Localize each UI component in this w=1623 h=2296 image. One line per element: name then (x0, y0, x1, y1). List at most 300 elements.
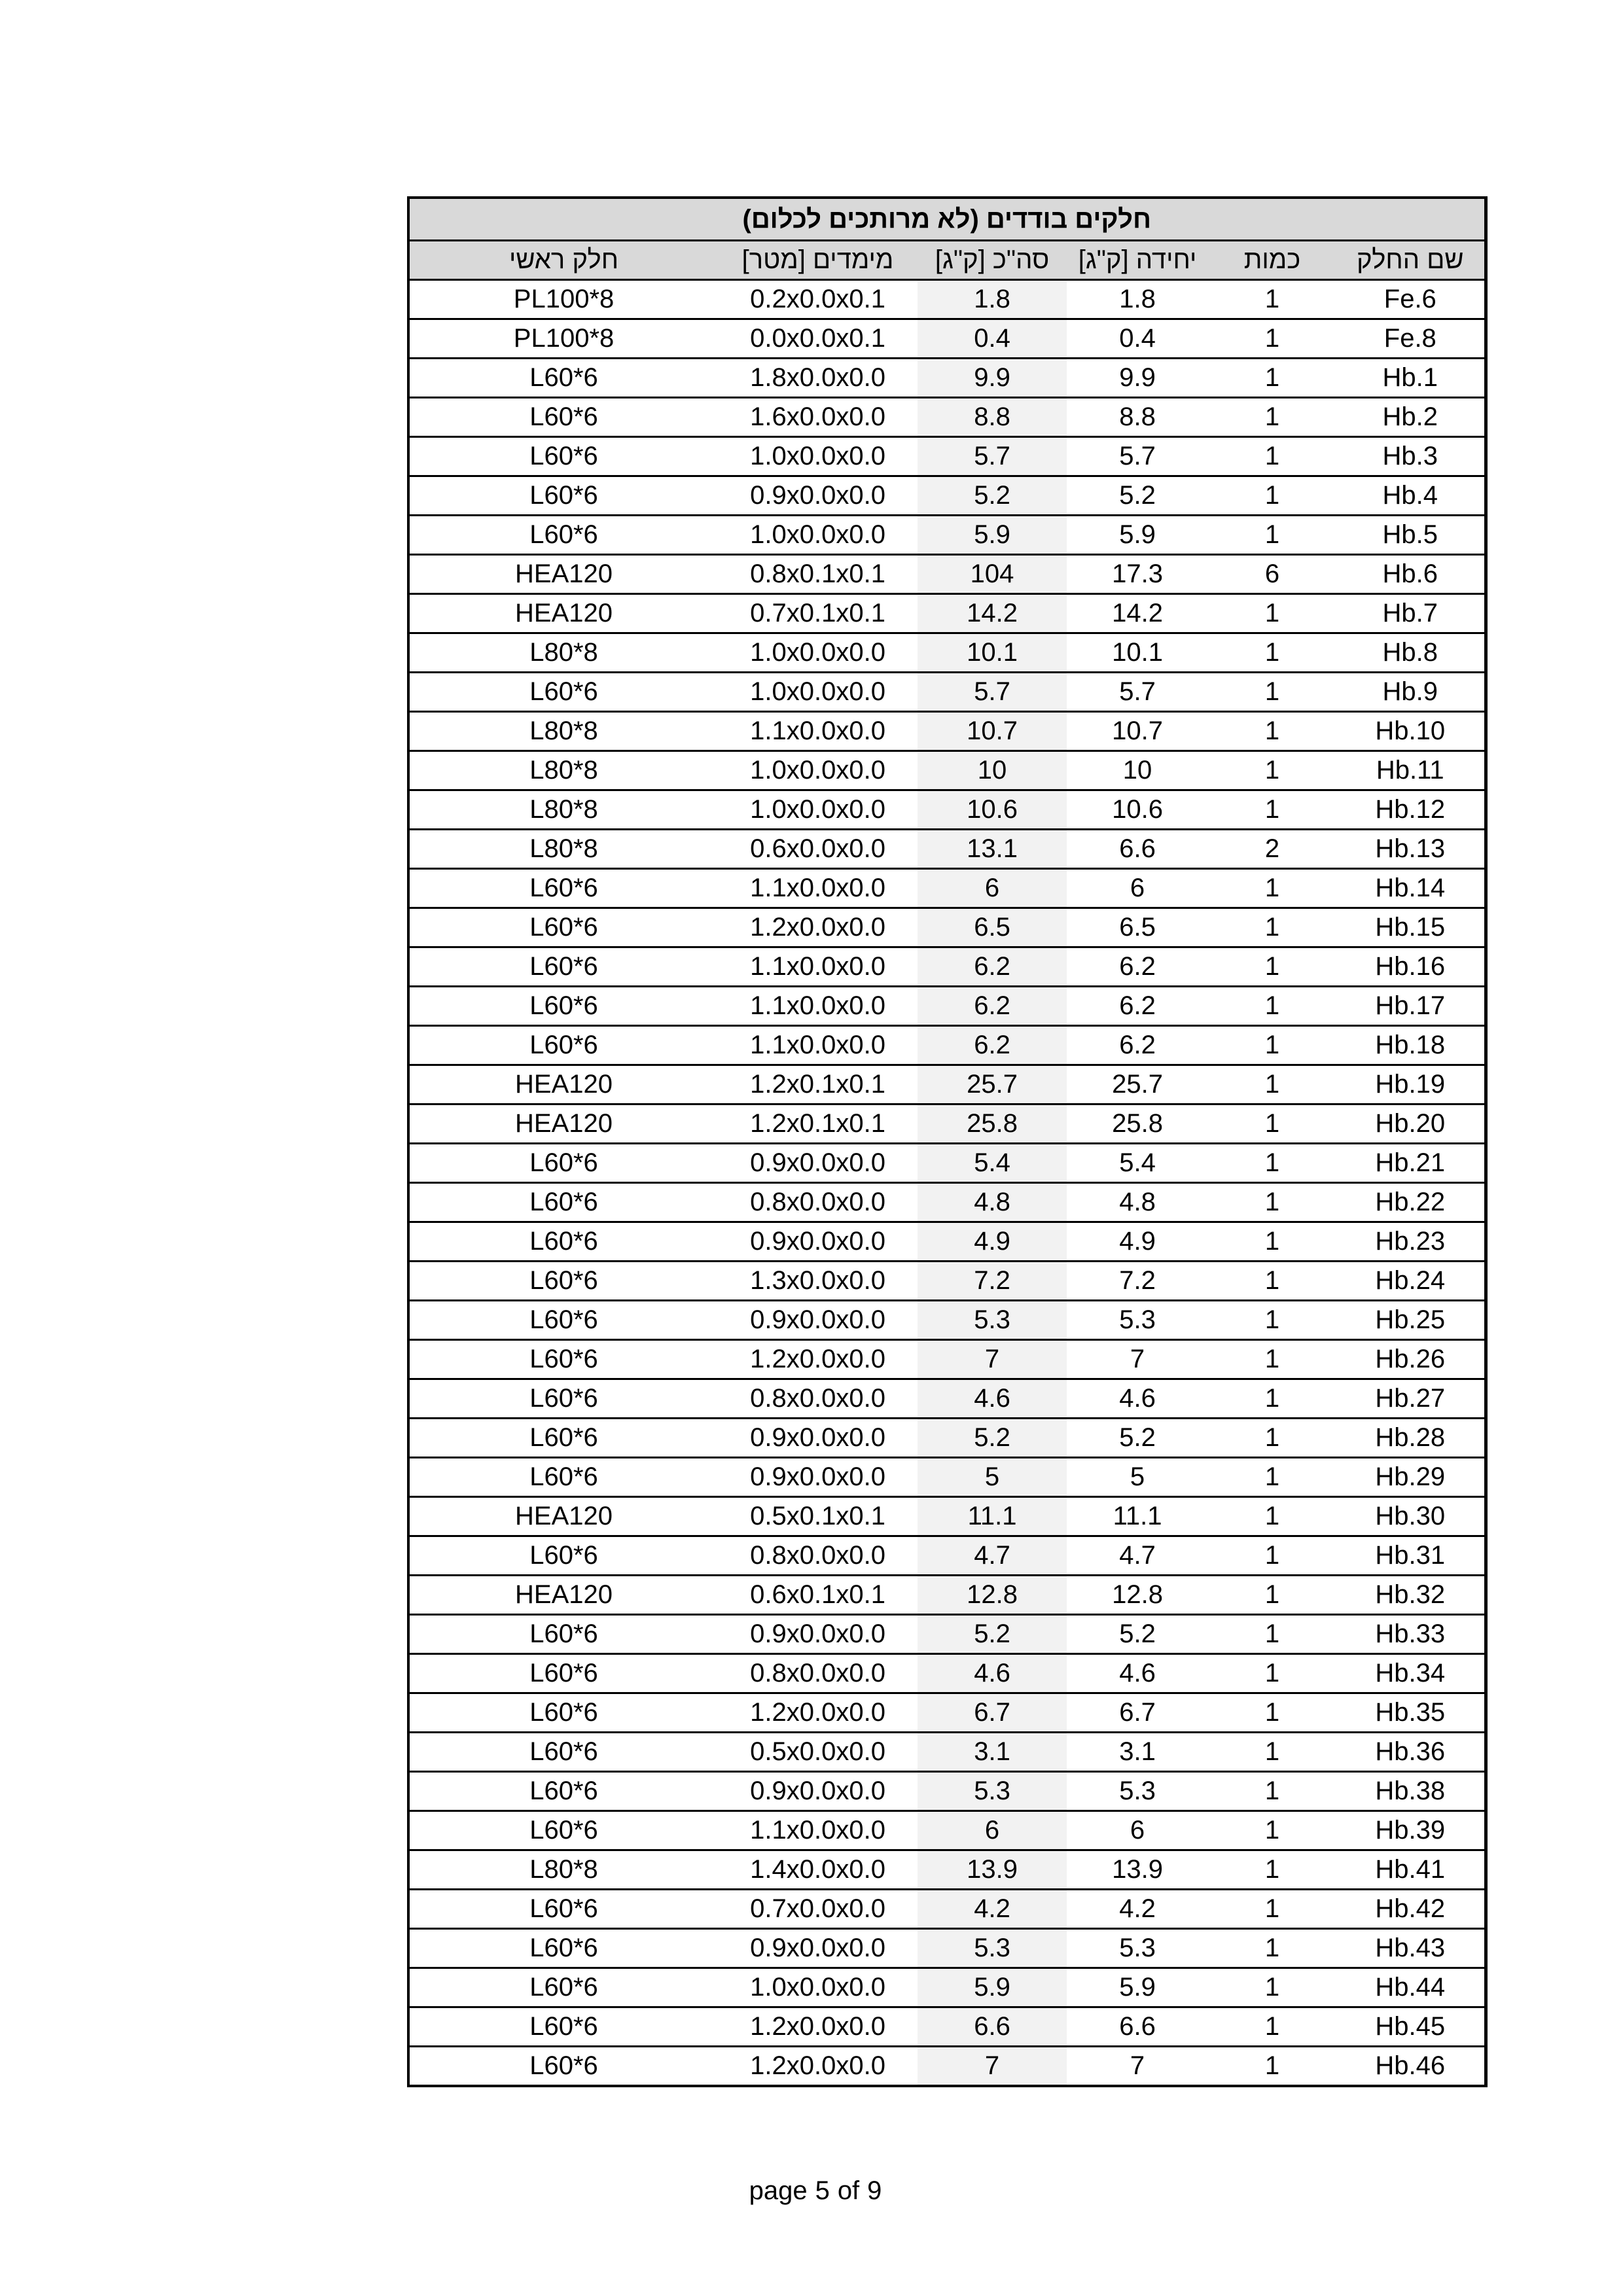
cell-part-name: Hb.38 (1336, 1772, 1486, 1811)
cell-total-weight: 25.8 (918, 1104, 1067, 1144)
total-pages: 9 (867, 2176, 882, 2205)
cell-total-weight: 0.4 (918, 319, 1067, 359)
cell-main-part: PL100*8 (408, 280, 718, 319)
cell-unit-weight: 5.7 (1067, 673, 1208, 712)
cell-dimensions: 0.9x0.0x0.0 (718, 1458, 918, 1497)
cell-part-name: Hb.26 (1336, 1340, 1486, 1379)
cell-dimensions: 1.2x0.0x0.0 (718, 908, 918, 947)
cell-part-name: Hb.1 (1336, 359, 1486, 398)
header-total-weight: סה"כ [ק"ג] (918, 241, 1067, 280)
cell-dimensions: 1.0x0.0x0.0 (718, 673, 918, 712)
cell-total-weight: 7 (918, 2047, 1067, 2087)
cell-dimensions: 1.0x0.0x0.0 (718, 790, 918, 830)
cell-unit-weight: 4.8 (1067, 1183, 1208, 1222)
cell-part-name: Hb.19 (1336, 1065, 1486, 1104)
cell-main-part: HEA120 (408, 1497, 718, 1536)
cell-main-part: L60*6 (408, 908, 718, 947)
cell-main-part: L60*6 (408, 1654, 718, 1693)
cell-quantity: 1 (1208, 594, 1336, 633)
cell-main-part: HEA120 (408, 555, 718, 594)
table-row (408, 1536, 1486, 1576)
cell-main-part: L60*6 (408, 1458, 718, 1497)
cell-quantity: 1 (1208, 1026, 1336, 1065)
cell-main-part: L60*6 (408, 1419, 718, 1458)
cell-dimensions: 1.0x0.0x0.0 (718, 751, 918, 790)
cell-quantity: 1 (1208, 1262, 1336, 1301)
cell-part-name: Hb.14 (1336, 869, 1486, 908)
table-row (408, 1654, 1486, 1693)
cell-quantity: 1 (1208, 673, 1336, 712)
table-row (408, 516, 1486, 555)
cell-part-name: Hb.16 (1336, 947, 1486, 987)
cell-unit-weight: 10 (1067, 751, 1208, 790)
cell-quantity: 1 (1208, 437, 1336, 476)
page-footer (0, 2176, 1623, 2206)
cell-quantity: 1 (1208, 1733, 1336, 1772)
cell-total-weight: 13.9 (918, 1850, 1067, 1890)
cell-main-part: L80*8 (408, 790, 718, 830)
cell-main-part: L60*6 (408, 987, 718, 1026)
cell-quantity: 1 (1208, 987, 1336, 1026)
cell-dimensions: 1.1x0.0x0.0 (718, 712, 918, 751)
cell-unit-weight: 7 (1067, 1340, 1208, 1379)
header-main-part: חלק ראשי (408, 241, 718, 280)
cell-unit-weight: 6.6 (1067, 830, 1208, 869)
cell-unit-weight: 14.2 (1067, 594, 1208, 633)
cell-total-weight: 11.1 (918, 1497, 1067, 1536)
cell-total-weight: 6.2 (918, 1026, 1067, 1065)
table-row (408, 398, 1486, 437)
cell-unit-weight: 6.2 (1067, 947, 1208, 987)
cell-part-name: Hb.23 (1336, 1222, 1486, 1262)
cell-unit-weight: 13.9 (1067, 1850, 1208, 1890)
header-part-name: שם החלק (1336, 241, 1486, 280)
cell-total-weight: 1.8 (918, 280, 1067, 319)
cell-unit-weight: 4.6 (1067, 1379, 1208, 1419)
cell-unit-weight: 10.1 (1067, 633, 1208, 673)
cell-quantity: 1 (1208, 476, 1336, 516)
table-row (408, 1890, 1486, 1929)
cell-quantity: 1 (1208, 1379, 1336, 1419)
cell-main-part: HEA120 (408, 1576, 718, 1615)
cell-main-part: L60*6 (408, 1144, 718, 1183)
cell-quantity: 1 (1208, 751, 1336, 790)
table-row (408, 1144, 1486, 1183)
cell-part-name: Hb.45 (1336, 2007, 1486, 2047)
cell-main-part: HEA120 (408, 1065, 718, 1104)
cell-dimensions: 1.4x0.0x0.0 (718, 1850, 918, 1890)
cell-total-weight: 12.8 (918, 1576, 1067, 1615)
table-row (408, 1065, 1486, 1104)
cell-total-weight: 4.7 (918, 1536, 1067, 1576)
cell-part-name: Hb.32 (1336, 1576, 1486, 1615)
cell-main-part: L60*6 (408, 1301, 718, 1340)
cell-main-part: PL100*8 (408, 319, 718, 359)
cell-part-name: Hb.43 (1336, 1929, 1486, 1968)
cell-dimensions: 1.2x0.0x0.0 (718, 1693, 918, 1733)
cell-dimensions: 1.1x0.0x0.0 (718, 947, 918, 987)
cell-part-name: Hb.36 (1336, 1733, 1486, 1772)
table-row (408, 1104, 1486, 1144)
parts-table (407, 196, 1488, 2087)
cell-quantity: 1 (1208, 516, 1336, 555)
cell-part-name: Hb.17 (1336, 987, 1486, 1026)
table-row (408, 594, 1486, 633)
cell-main-part: L60*6 (408, 1183, 718, 1222)
table-row (408, 1262, 1486, 1301)
cell-dimensions: 0.9x0.0x0.0 (718, 476, 918, 516)
table-row (408, 319, 1486, 359)
cell-main-part: L60*6 (408, 673, 718, 712)
cell-dimensions: 0.5x0.1x0.1 (718, 1497, 918, 1536)
cell-unit-weight: 5.2 (1067, 1615, 1208, 1654)
cell-dimensions: 0.8x0.0x0.0 (718, 1183, 918, 1222)
cell-unit-weight: 3.1 (1067, 1733, 1208, 1772)
cell-quantity: 1 (1208, 2007, 1336, 2047)
cell-quantity: 1 (1208, 633, 1336, 673)
page-label: page (749, 2176, 808, 2205)
cell-total-weight: 6.2 (918, 987, 1067, 1026)
cell-quantity: 1 (1208, 1222, 1336, 1262)
cell-main-part: L60*6 (408, 1222, 718, 1262)
cell-total-weight: 6 (918, 1811, 1067, 1850)
cell-total-weight: 10.6 (918, 790, 1067, 830)
cell-unit-weight: 1.8 (1067, 280, 1208, 319)
cell-part-name: Hb.11 (1336, 751, 1486, 790)
cell-unit-weight: 25.8 (1067, 1104, 1208, 1144)
cell-unit-weight: 10.7 (1067, 712, 1208, 751)
cell-total-weight: 14.2 (918, 594, 1067, 633)
cell-main-part: L60*6 (408, 869, 718, 908)
cell-part-name: Hb.33 (1336, 1615, 1486, 1654)
table-body (408, 280, 1486, 2087)
cell-total-weight: 4.6 (918, 1379, 1067, 1419)
table-row (408, 555, 1486, 594)
cell-main-part: L60*6 (408, 516, 718, 555)
cell-quantity: 1 (1208, 1890, 1336, 1929)
cell-quantity: 1 (1208, 947, 1336, 987)
cell-dimensions: 1.1x0.0x0.0 (718, 1026, 918, 1065)
table-row (408, 1615, 1486, 1654)
table-row (408, 790, 1486, 830)
cell-unit-weight: 6.5 (1067, 908, 1208, 947)
cell-quantity: 1 (1208, 1929, 1336, 1968)
cell-quantity: 1 (1208, 1183, 1336, 1222)
cell-main-part: L60*6 (408, 1379, 718, 1419)
cell-part-name: Hb.44 (1336, 1968, 1486, 2007)
cell-dimensions: 1.0x0.0x0.0 (718, 633, 918, 673)
cell-dimensions: 1.2x0.0x0.0 (718, 2007, 918, 2047)
cell-dimensions: 0.7x0.1x0.1 (718, 594, 918, 633)
table-row (408, 1183, 1486, 1222)
cell-total-weight: 6.6 (918, 2007, 1067, 2047)
cell-part-name: Hb.21 (1336, 1144, 1486, 1183)
table-row (408, 437, 1486, 476)
table-row (408, 830, 1486, 869)
table-row (408, 1026, 1486, 1065)
cell-main-part: L80*8 (408, 633, 718, 673)
cell-total-weight: 8.8 (918, 398, 1067, 437)
table-row (408, 751, 1486, 790)
cell-total-weight: 5.9 (918, 516, 1067, 555)
cell-unit-weight: 5.3 (1067, 1929, 1208, 1968)
cell-main-part: L60*6 (408, 1772, 718, 1811)
cell-unit-weight: 6.7 (1067, 1693, 1208, 1733)
cell-dimensions: 1.0x0.0x0.0 (718, 516, 918, 555)
cell-quantity: 1 (1208, 1536, 1336, 1576)
cell-quantity: 1 (1208, 1576, 1336, 1615)
cell-part-name: Hb.3 (1336, 437, 1486, 476)
table-row (408, 1733, 1486, 1772)
cell-main-part: L60*6 (408, 947, 718, 987)
table-row (408, 673, 1486, 712)
cell-total-weight: 10.7 (918, 712, 1067, 751)
cell-total-weight: 5.3 (918, 1301, 1067, 1340)
cell-dimensions: 1.2x0.1x0.1 (718, 1065, 918, 1104)
cell-part-name: Hb.8 (1336, 633, 1486, 673)
header-dimensions: מימדים [מטר] (718, 241, 918, 280)
cell-part-name: Hb.28 (1336, 1419, 1486, 1458)
cell-quantity: 1 (1208, 869, 1336, 908)
cell-main-part: L80*8 (408, 712, 718, 751)
cell-quantity: 1 (1208, 1811, 1336, 1850)
cell-dimensions: 0.6x0.1x0.1 (718, 1576, 918, 1615)
cell-dimensions: 0.7x0.0x0.0 (718, 1890, 918, 1929)
cell-total-weight: 5.3 (918, 1772, 1067, 1811)
cell-part-name: Fe.6 (1336, 280, 1486, 319)
cell-main-part: L60*6 (408, 1026, 718, 1065)
cell-total-weight: 4.2 (918, 1890, 1067, 1929)
cell-dimensions: 1.6x0.0x0.0 (718, 398, 918, 437)
cell-total-weight: 5.2 (918, 1419, 1067, 1458)
cell-quantity: 1 (1208, 1104, 1336, 1144)
cell-total-weight: 6.7 (918, 1693, 1067, 1733)
table-row (408, 359, 1486, 398)
cell-unit-weight: 10.6 (1067, 790, 1208, 830)
cell-dimensions: 1.1x0.0x0.0 (718, 987, 918, 1026)
table-row (408, 869, 1486, 908)
cell-main-part: L60*6 (408, 1811, 718, 1850)
cell-quantity: 1 (1208, 1340, 1336, 1379)
cell-quantity: 1 (1208, 1458, 1336, 1497)
cell-dimensions: 1.0x0.0x0.0 (718, 1968, 918, 2007)
cell-unit-weight: 5 (1067, 1458, 1208, 1497)
header-quantity: כמות (1208, 241, 1336, 280)
cell-unit-weight: 4.7 (1067, 1536, 1208, 1576)
cell-quantity: 1 (1208, 359, 1336, 398)
cell-dimensions: 0.9x0.0x0.0 (718, 1419, 918, 1458)
table-row (408, 476, 1486, 516)
cell-quantity: 1 (1208, 1419, 1336, 1458)
cell-quantity: 1 (1208, 790, 1336, 830)
cell-dimensions: 0.5x0.0x0.0 (718, 1733, 918, 1772)
table-row (408, 908, 1486, 947)
cell-main-part: L60*6 (408, 1693, 718, 1733)
table-header-row (408, 241, 1486, 280)
cell-part-name: Hb.4 (1336, 476, 1486, 516)
cell-part-name: Hb.41 (1336, 1850, 1486, 1890)
cell-part-name: Hb.13 (1336, 830, 1486, 869)
cell-part-name: Hb.15 (1336, 908, 1486, 947)
cell-part-name: Hb.46 (1336, 2047, 1486, 2087)
cell-part-name: Hb.22 (1336, 1183, 1486, 1222)
cell-dimensions: 0.9x0.0x0.0 (718, 1144, 918, 1183)
cell-unit-weight: 4.9 (1067, 1222, 1208, 1262)
cell-dimensions: 0.2x0.0x0.1 (718, 280, 918, 319)
table-row (408, 1340, 1486, 1379)
cell-dimensions: 1.1x0.0x0.0 (718, 869, 918, 908)
cell-dimensions: 0.9x0.0x0.0 (718, 1615, 918, 1654)
cell-main-part: L60*6 (408, 359, 718, 398)
cell-total-weight: 13.1 (918, 830, 1067, 869)
cell-total-weight: 5.2 (918, 1615, 1067, 1654)
cell-unit-weight: 7 (1067, 2047, 1208, 2087)
cell-total-weight: 4.9 (918, 1222, 1067, 1262)
cell-dimensions: 1.2x0.0x0.0 (718, 1340, 918, 1379)
cell-main-part: L60*6 (408, 398, 718, 437)
cell-quantity: 1 (1208, 1065, 1336, 1104)
cell-quantity: 1 (1208, 1693, 1336, 1733)
cell-dimensions: 0.9x0.0x0.0 (718, 1222, 918, 1262)
table-row (408, 1850, 1486, 1890)
cell-quantity: 1 (1208, 1497, 1336, 1536)
table-row (408, 1576, 1486, 1615)
cell-total-weight: 5.3 (918, 1929, 1067, 1968)
cell-dimensions: 0.9x0.0x0.0 (718, 1772, 918, 1811)
cell-total-weight: 3.1 (918, 1733, 1067, 1772)
table-row (408, 1458, 1486, 1497)
cell-unit-weight: 25.7 (1067, 1065, 1208, 1104)
cell-unit-weight: 5.2 (1067, 476, 1208, 516)
cell-total-weight: 10 (918, 751, 1067, 790)
cell-quantity: 6 (1208, 555, 1336, 594)
cell-unit-weight: 4.6 (1067, 1654, 1208, 1693)
table-row (408, 1968, 1486, 2007)
table-row (408, 712, 1486, 751)
cell-dimensions: 1.3x0.0x0.0 (718, 1262, 918, 1301)
cell-unit-weight: 5.9 (1067, 516, 1208, 555)
cell-unit-weight: 5.9 (1067, 1968, 1208, 2007)
cell-part-name: Hb.34 (1336, 1654, 1486, 1693)
cell-part-name: Hb.35 (1336, 1693, 1486, 1733)
cell-part-name: Hb.10 (1336, 712, 1486, 751)
cell-part-name: Hb.5 (1336, 516, 1486, 555)
cell-dimensions: 0.9x0.0x0.0 (718, 1929, 918, 1968)
cell-main-part: L80*8 (408, 1850, 718, 1890)
cell-total-weight: 5 (918, 1458, 1067, 1497)
cell-main-part: L60*6 (408, 476, 718, 516)
cell-total-weight: 104 (918, 555, 1067, 594)
cell-unit-weight: 5.3 (1067, 1772, 1208, 1811)
cell-quantity: 1 (1208, 2047, 1336, 2087)
cell-quantity: 1 (1208, 280, 1336, 319)
cell-unit-weight: 6 (1067, 1811, 1208, 1850)
cell-unit-weight: 6.2 (1067, 987, 1208, 1026)
table-row (408, 987, 1486, 1026)
cell-part-name: Hb.31 (1336, 1536, 1486, 1576)
cell-dimensions: 0.9x0.0x0.0 (718, 1301, 918, 1340)
cell-part-name: Hb.6 (1336, 555, 1486, 594)
cell-quantity: 1 (1208, 1654, 1336, 1693)
cell-main-part: L60*6 (408, 1340, 718, 1379)
cell-total-weight: 9.9 (918, 359, 1067, 398)
cell-part-name: Hb.42 (1336, 1890, 1486, 1929)
cell-dimensions: 0.8x0.0x0.0 (718, 1536, 918, 1576)
cell-part-name: Hb.12 (1336, 790, 1486, 830)
cell-total-weight: 4.6 (918, 1654, 1067, 1693)
cell-quantity: 1 (1208, 1615, 1336, 1654)
cell-dimensions: 1.1x0.0x0.0 (718, 1811, 918, 1850)
cell-quantity: 1 (1208, 1968, 1336, 2007)
cell-main-part: L60*6 (408, 1968, 718, 2007)
cell-main-part: L60*6 (408, 1615, 718, 1654)
cell-main-part: L80*8 (408, 751, 718, 790)
of-label: of (837, 2176, 860, 2205)
cell-part-name: Hb.20 (1336, 1104, 1486, 1144)
cell-unit-weight: 11.1 (1067, 1497, 1208, 1536)
cell-unit-weight: 12.8 (1067, 1576, 1208, 1615)
cell-part-name: Hb.39 (1336, 1811, 1486, 1850)
cell-unit-weight: 5.7 (1067, 437, 1208, 476)
header-unit-weight: יחידה [ק"ג] (1067, 241, 1208, 280)
cell-unit-weight: 6.6 (1067, 2007, 1208, 2047)
cell-total-weight: 5.9 (918, 1968, 1067, 2007)
cell-part-name: Fe.8 (1336, 319, 1486, 359)
table-row (408, 947, 1486, 987)
cell-dimensions: 1.8x0.0x0.0 (718, 359, 918, 398)
cell-total-weight: 10.1 (918, 633, 1067, 673)
cell-part-name: Hb.30 (1336, 1497, 1486, 1536)
cell-dimensions: 0.0x0.0x0.1 (718, 319, 918, 359)
cell-unit-weight: 7.2 (1067, 1262, 1208, 1301)
cell-unit-weight: 5.4 (1067, 1144, 1208, 1183)
cell-unit-weight: 17.3 (1067, 555, 1208, 594)
cell-main-part: HEA120 (408, 1104, 718, 1144)
cell-total-weight: 25.7 (918, 1065, 1067, 1104)
cell-part-name: Hb.27 (1336, 1379, 1486, 1419)
cell-main-part: L60*6 (408, 2007, 718, 2047)
cell-quantity: 1 (1208, 1301, 1336, 1340)
table-row (408, 2047, 1486, 2087)
cell-dimensions: 1.2x0.1x0.1 (718, 1104, 918, 1144)
table-row (408, 1693, 1486, 1733)
table-row (408, 2007, 1486, 2047)
cell-unit-weight: 9.9 (1067, 359, 1208, 398)
cell-main-part: L60*6 (408, 2047, 718, 2087)
table-row (408, 280, 1486, 319)
cell-quantity: 1 (1208, 319, 1336, 359)
cell-unit-weight: 5.3 (1067, 1301, 1208, 1340)
cell-unit-weight: 6.2 (1067, 1026, 1208, 1065)
cell-part-name: Hb.7 (1336, 594, 1486, 633)
cell-main-part: L60*6 (408, 1890, 718, 1929)
cell-total-weight: 5.7 (918, 673, 1067, 712)
cell-part-name: Hb.24 (1336, 1262, 1486, 1301)
cell-part-name: Hb.25 (1336, 1301, 1486, 1340)
table-title: חלקים בודדים (לא מרותכים לכלום) (408, 198, 1486, 241)
cell-main-part: L60*6 (408, 1262, 718, 1301)
cell-unit-weight: 6 (1067, 869, 1208, 908)
cell-quantity: 1 (1208, 712, 1336, 751)
cell-part-name: Hb.18 (1336, 1026, 1486, 1065)
cell-quantity: 2 (1208, 830, 1336, 869)
cell-total-weight: 4.8 (918, 1183, 1067, 1222)
cell-quantity: 1 (1208, 1850, 1336, 1890)
cell-main-part: L60*6 (408, 1929, 718, 1968)
table-row (408, 1497, 1486, 1536)
cell-total-weight: 5.2 (918, 476, 1067, 516)
cell-quantity: 1 (1208, 908, 1336, 947)
